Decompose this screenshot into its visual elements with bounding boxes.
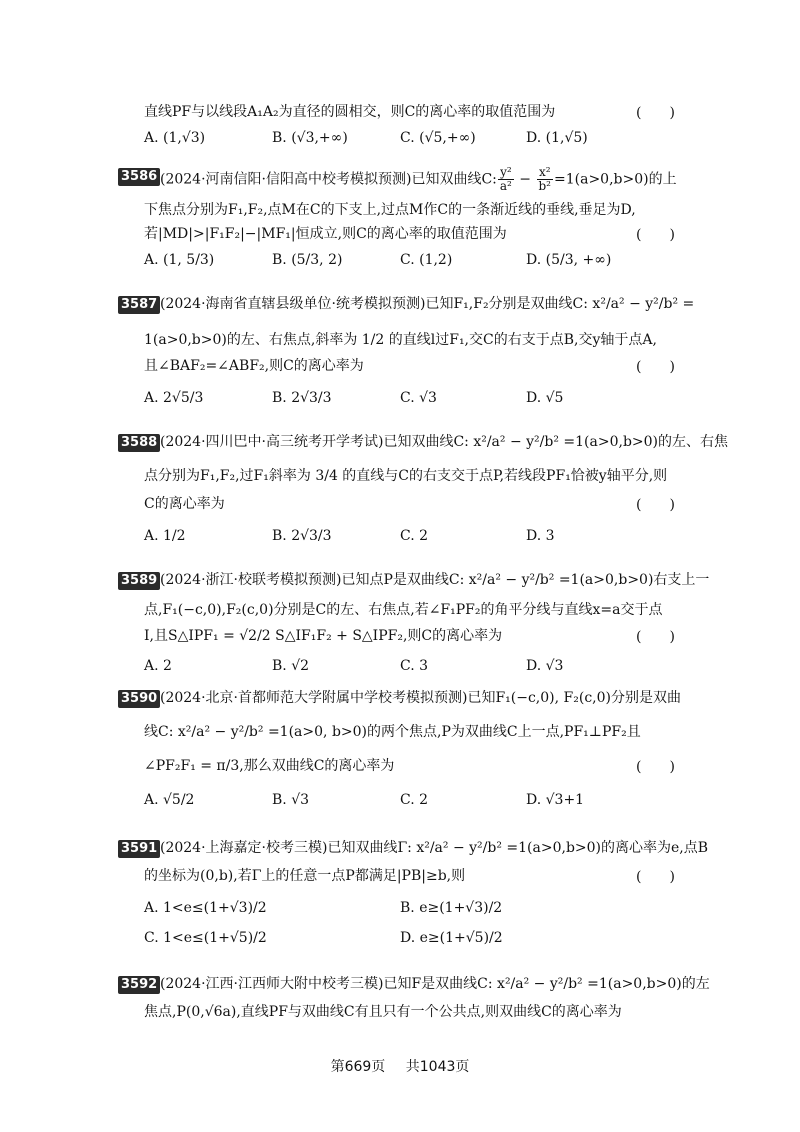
answer-blank: ( ) — [636, 497, 675, 513]
option-a: A. 2 — [144, 658, 172, 674]
option-b: B. 2√3/3 — [272, 390, 332, 406]
option-c: C. 2 — [400, 528, 429, 544]
answer-blank: ( ) — [636, 227, 675, 243]
answer-blank: ( ) — [636, 629, 675, 645]
question-line: (2024·四川巴中·高三统考开学考试)已知双曲线C: x²/a² − y²/b² =1(a>0,b>0)的左、右焦 — [160, 434, 729, 450]
option-a: A. 1<e≤(1+√3)/2 — [144, 900, 267, 916]
question-line: 焦点,P(0,√6a),直线PF与双曲线C有且只有一个公共点,则双曲线C的离心率为 — [144, 1004, 622, 1020]
question-line: 且∠BAF₂=∠ABF₂,则C的离心率为 — [144, 358, 364, 374]
answer-blank: ( ) — [636, 869, 675, 885]
question-line: 点分别为F₁,F₂,过F₁斜率为 3/4 的直线与C的右支交于点P,若线段PF₁恰被y轴平分,则 — [144, 468, 668, 484]
question-line: I,且S△IPF₁ = √2/2 S△IF₁F₂ + S△IPF₂,则C的离心率为 — [144, 628, 503, 644]
option-b: B. 2√3/3 — [272, 528, 332, 544]
question-line: 线C: x²/a² − y²/b² =1(a>0, b>0)的两个焦点,P为双曲线C上一点,PF₁⊥PF₂且 — [144, 724, 641, 740]
option-c: C. 2 — [400, 792, 429, 808]
page-total: 共1043页 — [405, 1059, 470, 1075]
option-b: B. (5/3, 2) — [272, 252, 343, 268]
page-number: 第669页 — [330, 1059, 386, 1075]
question-line: (2024·北京·首都师范大学附属中学校考模拟预测)已知F₁(−c,0), F₂(c,0)分别是双曲 — [160, 690, 681, 706]
option-c: C. 3 — [400, 658, 429, 674]
question-number: 3588 — [118, 434, 160, 452]
option-a: A. (1, 5/3) — [144, 252, 215, 268]
question-number: 3587 — [118, 296, 160, 314]
option-b: B. e≥(1+√3)/2 — [400, 900, 503, 916]
question-line: 点,F₁(−c,0),F₂(c,0)分别是C的左、右焦点,若∠F₁PF₂的角平分线与直线x=a交于点 — [144, 602, 663, 618]
answer-blank: ( ) — [636, 759, 675, 775]
question-line: 的坐标为(0,b),若Γ上的任意一点P都满足|PB|≥b,则 — [144, 868, 466, 884]
question-number: 3586 — [118, 168, 160, 186]
question-number: 3591 — [118, 840, 160, 858]
question-line: (2024·江西·江西师大附中校考三模)已知F是双曲线C: x²/a² − y²/b² =1(a>0,b>0)的左 — [160, 976, 710, 992]
option-b: B. (√3,+∞) — [272, 130, 348, 146]
option-d: D. e≥(1+√5)/2 — [400, 930, 503, 946]
question-number: 3590 — [118, 690, 160, 708]
option-a: A. (1,√3) — [144, 130, 206, 146]
question-line: C的离心率为 — [144, 496, 225, 512]
option-a: A. 2√5/3 — [144, 390, 204, 406]
option-c: C. (√5,+∞) — [400, 130, 476, 146]
option-d: D. (1,√5) — [526, 130, 588, 146]
question-line: 直线PF与以线段A₁A₂为直径的圆相交，则C的离心率的取值范围为 — [144, 104, 556, 120]
option-d: D. √5 — [526, 390, 564, 406]
answer-blank: ( ) — [636, 105, 675, 121]
option-a: A. √5/2 — [144, 792, 195, 808]
question-line: (2024·上海嘉定·校考三模)已知双曲线Γ: x²/a² − y²/b² =1(a>0,b>0)的离心率为e,点B — [160, 840, 709, 856]
option-c: C. (1,2) — [400, 252, 453, 268]
option-d: D. √3 — [526, 658, 564, 674]
question-line: (2024·海南省直辖县级单位·统考模拟预测)已知F₁,F₂分别是双曲线C: x²/a² − y²/b² = — [160, 296, 695, 312]
option-d: D. (5/3, +∞) — [526, 252, 612, 268]
option-a: A. 1/2 — [144, 528, 186, 544]
question-line: 若|MD|>|F₁F₂|−|MF₁|恒成立,则C的离心率的取值范围为 — [144, 226, 507, 242]
question-number: 3589 — [118, 572, 160, 590]
option-c: C. 1<e≤(1+√5)/2 — [144, 930, 267, 946]
question-line: ∠PF₂F₁ = π/3,那么双曲线C的离心率为 — [144, 758, 395, 774]
question-line: (2024·浙江·校联考模拟预测)已知点P是双曲线C: x²/a² − y²/b² =1(a>0,b>0)右支上一 — [160, 572, 710, 588]
question-line: 下焦点分别为F₁,F₂,点M在C的下支上,过点M作C的一条渐近线的垂线,垂足为D, — [144, 202, 636, 218]
option-c: C. √3 — [400, 390, 437, 406]
option-b: B. √2 — [272, 658, 310, 674]
question-line: (2024·河南信阳·信阳高中校考模拟预测)已知双曲线C: $\frac{\text{y²}}{\text{a²}}$ − $\frac{\text{x²}}{\text{b²}}$ =1(a>0,b>0)的上 — [160, 165, 677, 193]
question-number: 3592 — [118, 976, 160, 994]
option-d: D. √3+1 — [526, 792, 585, 808]
option-b: B. √3 — [272, 792, 310, 808]
answer-blank: ( ) — [636, 359, 675, 375]
question-line: 1(a>0,b>0)的左、右焦点,斜率为 1/2 的直线l过F₁,交C的右支于点B,交y轴于点A, — [144, 332, 657, 348]
page-footer — [0, 1056, 800, 1076]
option-d: D. 3 — [526, 528, 555, 544]
